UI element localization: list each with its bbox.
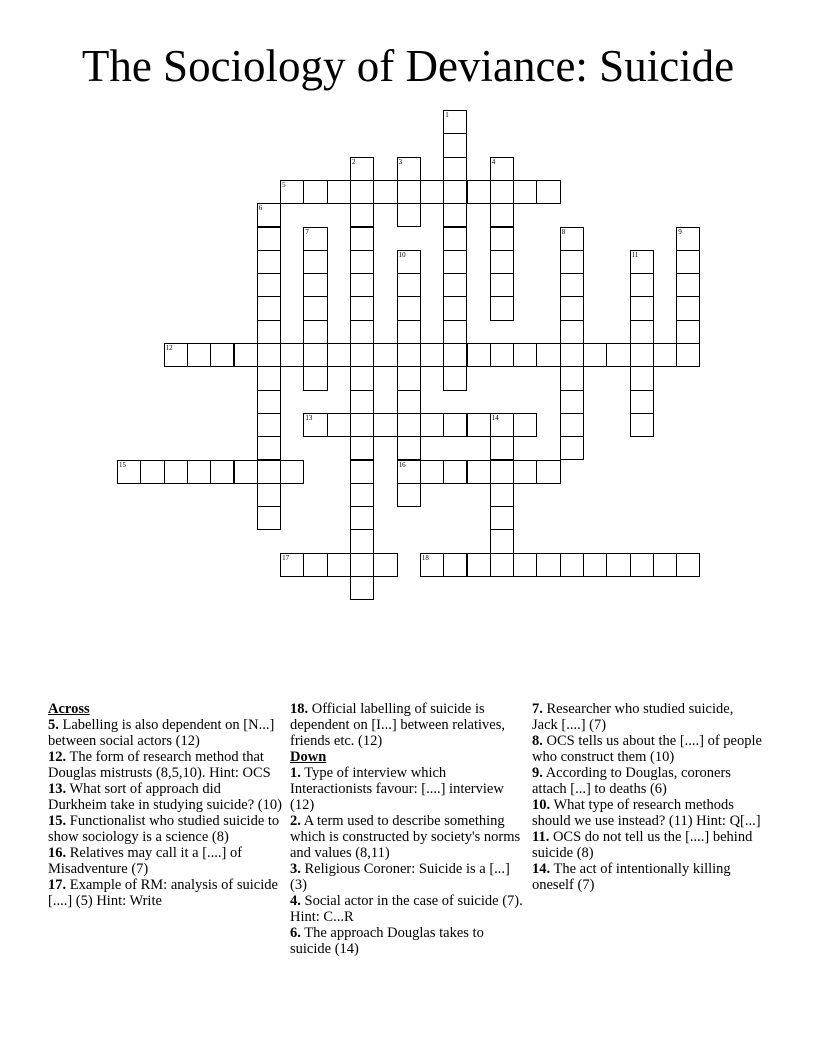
clue-number: 14 <box>491 413 499 422</box>
grid-cell[interactable] <box>443 343 467 367</box>
grid-cell[interactable] <box>397 250 421 274</box>
grid-cell[interactable] <box>280 343 304 367</box>
grid-cell[interactable] <box>257 203 281 227</box>
clue-across-17: 17. Example of RM: analysis of suicide [....] (5) Hint: Write <box>48 877 278 909</box>
grid-cell[interactable] <box>443 273 467 297</box>
grid-cell[interactable] <box>467 460 491 484</box>
grid-cell[interactable] <box>234 343 258 367</box>
clue-down-4: 4. Social actor in the case of suicide (7). Hint: C...R <box>290 893 523 925</box>
grid-cell[interactable] <box>257 390 281 414</box>
grid-cell[interactable] <box>257 343 281 367</box>
grid-cell[interactable] <box>257 320 281 344</box>
grid-cell[interactable] <box>560 390 584 414</box>
grid-cell[interactable] <box>303 227 327 251</box>
clue-number: 8 <box>561 227 566 236</box>
grid-cell[interactable] <box>513 180 537 204</box>
grid-cell[interactable] <box>350 553 374 577</box>
grid-cell[interactable] <box>420 413 444 437</box>
grid-cell[interactable] <box>397 320 421 344</box>
grid-cell[interactable] <box>513 553 537 577</box>
clue-number: 17 <box>282 553 290 562</box>
grid-cell[interactable] <box>257 436 281 460</box>
grid-cell[interactable] <box>630 366 654 390</box>
grid-cell[interactable] <box>490 250 514 274</box>
grid-cell[interactable] <box>350 483 374 507</box>
grid-cell[interactable] <box>490 343 514 367</box>
grid-cell[interactable] <box>560 227 584 251</box>
clue-across-12: 12. The form of research method that Douglas mistrusts (8,5,10). Hint: OCS <box>48 749 271 781</box>
grid-cell[interactable] <box>350 460 374 484</box>
grid-cell[interactable] <box>164 343 188 367</box>
grid-cell[interactable] <box>210 460 234 484</box>
grid-cell[interactable] <box>490 273 514 297</box>
clue-down-10: 10. What type of research methods should we use instead? (11) Hint: Q[...] <box>532 797 761 829</box>
grid-cell[interactable] <box>257 250 281 274</box>
grid-cell[interactable] <box>373 343 397 367</box>
clue-number: 12 <box>165 344 173 352</box>
grid-cell[interactable] <box>350 343 374 367</box>
clue-down-14: 14. The act of intentionally killing oneself (7) <box>532 861 731 893</box>
grid-cell[interactable] <box>350 273 374 297</box>
grid-cell[interactable] <box>583 553 607 577</box>
grid-cell[interactable] <box>397 180 421 204</box>
clue-down-7: 7. Researcher who studied suicide, Jack [....] (7) <box>532 701 734 733</box>
grid-cell[interactable] <box>117 460 141 484</box>
grid-cell[interactable] <box>536 553 560 577</box>
grid-cell[interactable] <box>490 553 514 577</box>
grid-cell[interactable] <box>443 460 467 484</box>
clue-number: 9 <box>678 227 682 236</box>
grid-cell[interactable] <box>350 366 374 390</box>
grid-cell[interactable] <box>513 343 537 367</box>
grid-cell[interactable] <box>443 110 467 134</box>
grid-cell[interactable] <box>327 180 351 204</box>
grid-cell[interactable] <box>280 180 304 204</box>
grid-cell[interactable] <box>303 320 327 344</box>
grid-cell[interactable] <box>560 413 584 437</box>
grid-cell[interactable] <box>560 343 584 367</box>
grid-cell[interactable] <box>397 460 421 484</box>
grid-cell[interactable] <box>490 203 514 227</box>
clue-down-2: 2. A term used to describe something which is constructed by society's norms and values (8,11) <box>290 813 521 861</box>
grid-cell[interactable] <box>303 413 327 437</box>
grid-cell[interactable] <box>397 296 421 320</box>
grid-cell[interactable] <box>676 250 700 274</box>
grid-cell[interactable] <box>257 413 281 437</box>
grid-cell[interactable] <box>443 203 467 227</box>
clue-across-15: 15. Functionalist who studied suicide to show sociology is a science (8) <box>48 813 280 845</box>
clue-number: 4 <box>491 157 496 166</box>
grid-cell[interactable] <box>257 273 281 297</box>
grid-cell[interactable] <box>443 133 467 157</box>
grid-cell[interactable] <box>513 413 537 437</box>
page-title: The Sociology of Deviance: Suicide <box>81 41 735 91</box>
down-heading: Down <box>290 749 327 765</box>
grid-cell[interactable] <box>630 273 654 297</box>
grid-cell[interactable] <box>443 180 467 204</box>
grid-cell[interactable] <box>397 203 421 227</box>
grid-cell[interactable] <box>257 460 281 484</box>
grid-cell[interactable] <box>350 180 374 204</box>
grid-cell[interactable] <box>397 413 421 437</box>
grid-cell[interactable] <box>257 506 281 530</box>
grid-cell[interactable] <box>210 343 234 367</box>
grid-cell[interactable] <box>350 436 374 460</box>
grid-cell[interactable] <box>373 180 397 204</box>
grid-cell[interactable] <box>303 250 327 274</box>
grid-cell[interactable] <box>676 343 700 367</box>
grid-cell[interactable] <box>327 413 351 437</box>
grid-cell[interactable] <box>350 157 374 181</box>
grid-cell[interactable] <box>443 296 467 320</box>
clue-down-3: 3. Religious Coroner: Suicide is a [...] (3) <box>290 861 510 893</box>
clue-number: 2 <box>352 157 356 166</box>
grid-cell[interactable] <box>560 250 584 274</box>
grid-cell[interactable] <box>327 343 351 367</box>
clue-number: 11 <box>631 250 639 259</box>
clues-column-1 <box>48 701 283 909</box>
clue-number: 13 <box>305 413 313 422</box>
grid-cell[interactable] <box>420 553 444 577</box>
grid-cell[interactable] <box>420 180 444 204</box>
clue-across-18: 18. Official labelling of suicide is dependent on [I...] between relatives, friends etc. (12) <box>290 701 505 749</box>
grid-cell[interactable] <box>676 227 700 251</box>
grid-cell[interactable] <box>467 553 491 577</box>
grid-cell[interactable] <box>397 436 421 460</box>
grid-cell[interactable] <box>257 296 281 320</box>
grid-cell[interactable] <box>490 157 514 181</box>
grid-cell[interactable] <box>303 343 327 367</box>
grid-cell[interactable] <box>676 296 700 320</box>
grid-cell[interactable] <box>350 390 374 414</box>
grid-cell[interactable] <box>443 250 467 274</box>
grid-cell[interactable] <box>350 250 374 274</box>
grid-cell[interactable] <box>443 553 467 577</box>
grid-cell[interactable] <box>536 343 560 367</box>
grid-cell[interactable] <box>373 413 397 437</box>
grid-cell[interactable] <box>350 529 374 553</box>
grid-cell[interactable] <box>280 553 304 577</box>
clue-number: 3 <box>398 157 403 166</box>
clue-down-9: 9. According to Douglas, coroners attach [...] to deaths (6) <box>532 765 731 797</box>
clues-column-2 <box>290 701 525 957</box>
grid-cell[interactable] <box>560 273 584 297</box>
clue-number: 6 <box>258 204 263 213</box>
grid-cell[interactable] <box>490 460 514 484</box>
grid-cell[interactable] <box>490 436 514 460</box>
grid-cell[interactable] <box>350 506 374 530</box>
grid-cell[interactable] <box>630 390 654 414</box>
grid-cell[interactable] <box>630 413 654 437</box>
grid-cell[interactable] <box>257 227 281 251</box>
grid-cell[interactable] <box>443 157 467 181</box>
grid-cell[interactable] <box>676 320 700 344</box>
grid-cell[interactable] <box>443 227 467 251</box>
grid-cell[interactable] <box>606 343 630 367</box>
grid-cell[interactable] <box>350 227 374 251</box>
grid-cell[interactable] <box>234 460 258 484</box>
grid-cell[interactable] <box>397 483 421 507</box>
grid-cell[interactable] <box>490 413 514 437</box>
grid-cell[interactable] <box>303 273 327 297</box>
clue-number: 15 <box>119 460 126 469</box>
grid-cell[interactable] <box>536 460 560 484</box>
grid-cell[interactable] <box>303 366 327 390</box>
grid-cell[interactable] <box>583 343 607 367</box>
grid-cell[interactable] <box>630 250 654 274</box>
grid-cell[interactable] <box>560 320 584 344</box>
grid-cell[interactable] <box>606 553 630 577</box>
grid-cell[interactable] <box>490 506 514 530</box>
grid-cell[interactable] <box>397 157 421 181</box>
grid-cell[interactable] <box>350 296 374 320</box>
grid-cell[interactable] <box>303 553 327 577</box>
grid-cell[interactable] <box>676 273 700 297</box>
clue-across-13: 13. What sort of approach did Durkheim take in studying suicide? (10) <box>48 781 282 813</box>
clue-number: 1 <box>445 111 449 119</box>
grid-cell[interactable] <box>467 180 491 204</box>
grid-cell[interactable] <box>560 366 584 390</box>
grid-cell[interactable] <box>560 553 584 577</box>
grid-cell[interactable] <box>397 366 421 390</box>
grid-cell[interactable] <box>490 529 514 553</box>
grid-cell[interactable] <box>280 460 304 484</box>
grid-cell[interactable] <box>397 390 421 414</box>
grid-cell[interactable] <box>560 436 584 460</box>
grid-cell[interactable] <box>164 460 188 484</box>
clue-number: 5 <box>282 180 286 189</box>
clue-number: 16 <box>398 460 406 469</box>
grid-cell[interactable] <box>490 296 514 320</box>
grid-cell[interactable] <box>630 343 654 367</box>
grid-cell[interactable] <box>420 460 444 484</box>
grid-cell[interactable] <box>140 460 164 484</box>
grid-cell[interactable] <box>350 576 374 600</box>
clue-across-16: 16. Relatives may call it a [....] of Misadventure (7) <box>48 845 243 877</box>
grid-cell[interactable] <box>303 296 327 320</box>
grid-cell[interactable] <box>490 227 514 251</box>
grid-cell[interactable] <box>350 320 374 344</box>
grid-cell[interactable] <box>653 553 677 577</box>
clues-column-3 <box>532 701 762 893</box>
grid-cell[interactable] <box>257 483 281 507</box>
clue-down-1: 1. Type of interview which Interactionists favour: [....] interview (12) <box>290 765 504 813</box>
grid-cell[interactable] <box>397 273 421 297</box>
clue-down-11: 11. OCS do not tell us the [....] behind suicide (8) <box>532 829 753 861</box>
grid-cell[interactable] <box>630 296 654 320</box>
clue-down-6: 6. The approach Douglas takes to suicide (14) <box>290 925 484 957</box>
grid-cell[interactable] <box>560 296 584 320</box>
grid-cell[interactable] <box>373 553 397 577</box>
clue-across-5: 5. Labelling is also dependent on [N...] between social actors (12) <box>48 717 275 749</box>
grid-cell[interactable] <box>257 366 281 390</box>
across-heading: Across <box>48 701 90 717</box>
clue-number: 7 <box>305 227 309 236</box>
grid-cell[interactable] <box>350 413 374 437</box>
grid-cell[interactable] <box>187 460 211 484</box>
grid-cell[interactable] <box>350 203 374 227</box>
clue-number: 18 <box>421 553 429 562</box>
grid-cell[interactable] <box>467 343 491 367</box>
grid-cell[interactable] <box>513 460 537 484</box>
clue-down-8: 8. OCS tells us about the [....] of people who construct them (10) <box>532 733 762 765</box>
grid-cell[interactable] <box>653 343 677 367</box>
grid-cell[interactable] <box>397 343 421 367</box>
grid-cell[interactable] <box>303 180 327 204</box>
grid-cell[interactable] <box>443 413 467 437</box>
grid-cell[interactable] <box>443 320 467 344</box>
grid-cell[interactable] <box>490 180 514 204</box>
clue-number: 10 <box>398 250 406 259</box>
grid-cell[interactable] <box>420 343 444 367</box>
grid-cell[interactable] <box>630 553 654 577</box>
grid-cell[interactable] <box>630 320 654 344</box>
grid-cell[interactable] <box>327 553 351 577</box>
grid-cell[interactable] <box>536 180 560 204</box>
grid-cell[interactable] <box>467 413 491 437</box>
grid-cell[interactable] <box>187 343 211 367</box>
grid-cell[interactable] <box>676 553 700 577</box>
grid-cell[interactable] <box>443 366 467 390</box>
grid-cell[interactable] <box>490 483 514 507</box>
